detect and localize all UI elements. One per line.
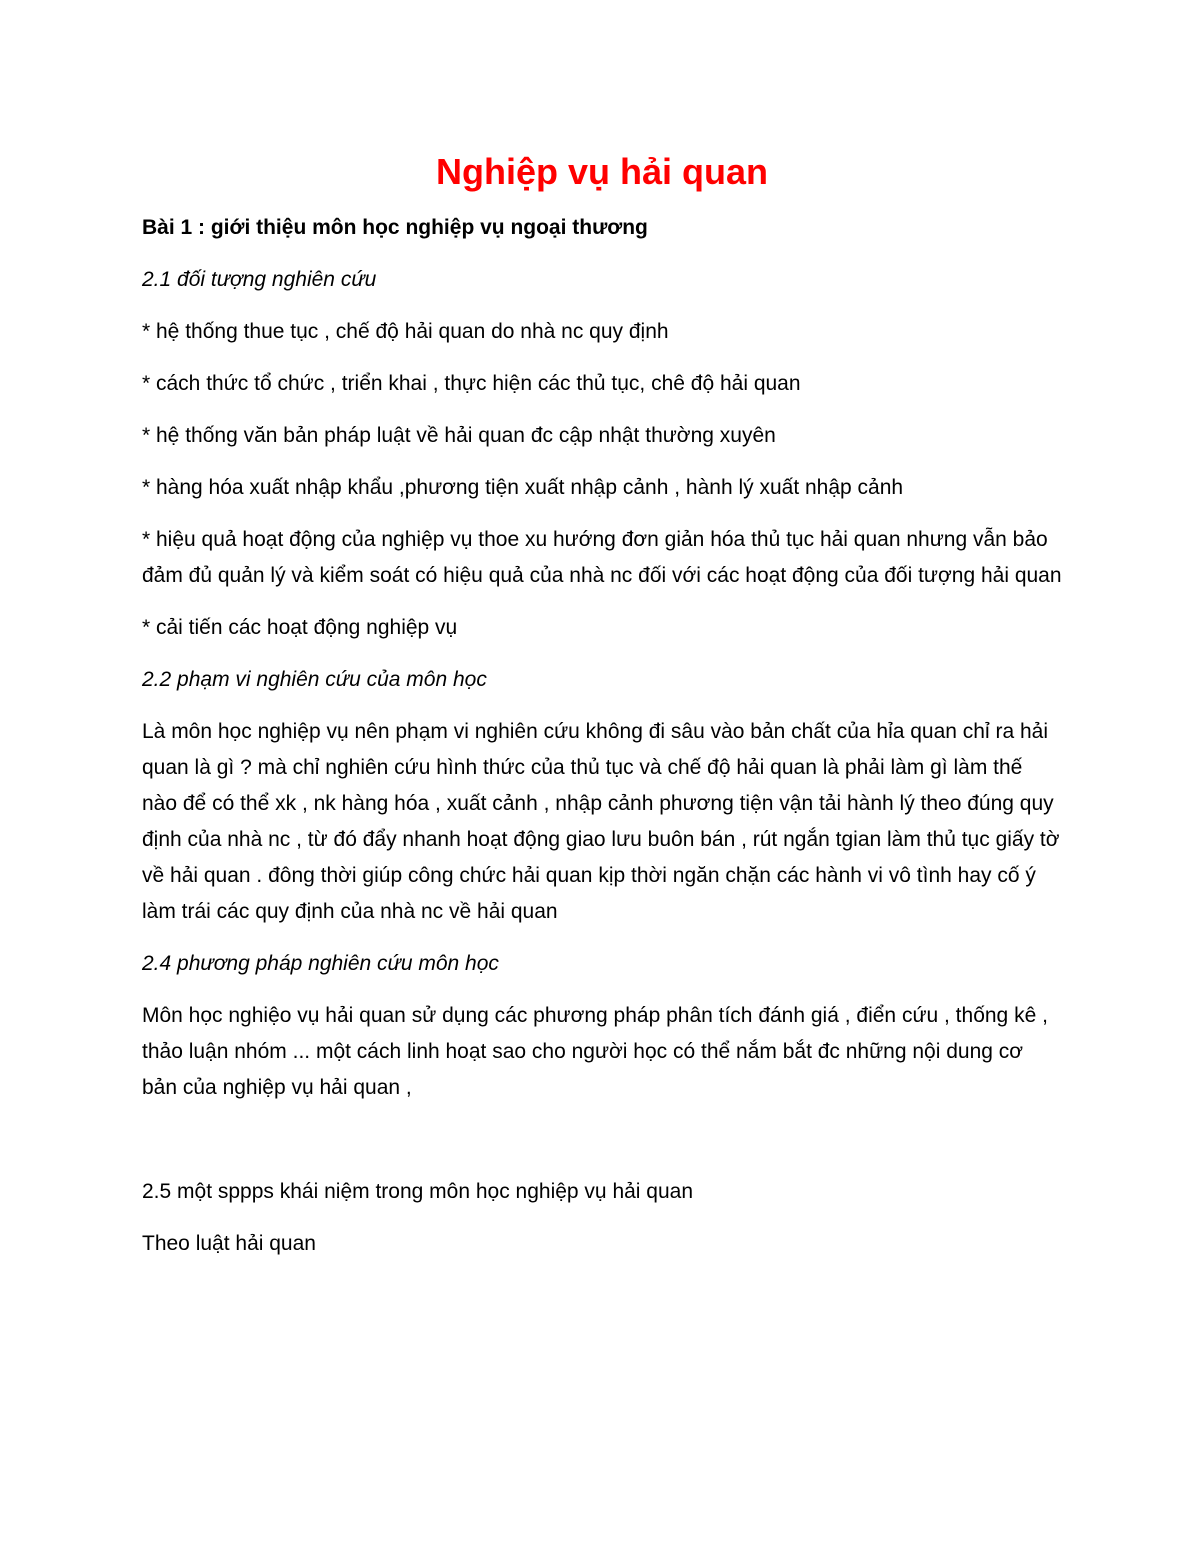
section-2-4-heading: 2.4 phương pháp nghiên cứu môn học bbox=[142, 952, 499, 975]
section-2-1-heading: 2.1 đối tượng nghiên cứu bbox=[142, 268, 377, 291]
bullet-item: * hệ thống văn bản pháp luật về hải quan đc cập nhật thường xuyên bbox=[142, 424, 776, 447]
document-title: Nghiệp vụ hải quan bbox=[435, 151, 768, 192]
section-2-4-body: Môn học nghiệo vụ hải quan sử dụng các phương pháp phân tích đánh giá , điển cứu , thống kê , thảo luận nhóm ... một cách linh hoạt sao cho người học có thể nắm bắt đc những nội dung cơ bản của nghiệp vụ hải quan , bbox=[142, 1004, 1048, 1099]
section-2-5-heading: 2.5 một sppps khái niệm trong môn học nghiệp vụ hải quan bbox=[142, 1180, 694, 1203]
lesson-heading: Bài 1 : giới thiệu môn học nghiệp vụ ngoại thương bbox=[142, 216, 648, 239]
bullet-item: * hệ thống thue tục , chế độ hải quan do nhà nc quy định bbox=[142, 320, 669, 343]
bullet-item: * hàng hóa xuất nhập khẩu ,phương tiện xuất nhập cảnh , hành lý xuất nhập cảnh bbox=[142, 476, 904, 499]
bullet-item: * hiệu quả hoạt động của nghiệp vụ thoe xu hướng đơn giản hóa thủ tục hải quan nhưng vẫn bảo đảm đủ quản lý và kiểm soát có hiệu quả của nhà nc đối với các hoạt động của đối tượng hải quan bbox=[142, 528, 1062, 587]
bullet-item: * cách thức tổ chức , triển khai , thực hiện các thủ tục, chê độ hải quan bbox=[142, 372, 801, 395]
bullet-item: * cải tiến các hoạt động nghiệp vụ bbox=[142, 616, 458, 639]
section-2-2-body: Là môn học nghiệp vụ nên phạm vi nghiên cứu không đi sâu vào bản chất của hỉa quan chỉ ra hải quan là gì ? mà chỉ nghiên cứu hình thức của thủ tục và chế độ hải quan là phải làm gì làm thế nào để có thể xk , nk hàng hóa , xuất cảnh , nhập cảnh phương tiện vận tải hành lý theo đúng quy định của nhà nc , từ đó đẩy nhanh hoạt động giao lưu buôn bán , rút ngắn tgian làm thủ tục giấy tờ về hải quan . đông thời giúp công chức hải quan kịp thời ngăn chặn các hành vi vô tình hay cố ý làm trái các quy định của nhà nc về hải quan bbox=[142, 720, 1060, 923]
section-2-5-body: Theo luật hải quan bbox=[142, 1232, 316, 1255]
document-content bbox=[142, 148, 1062, 1278]
blank-line bbox=[142, 1122, 1062, 1174]
section-2-2-heading: 2.2 phạm vi nghiên cứu của môn học bbox=[142, 668, 487, 691]
